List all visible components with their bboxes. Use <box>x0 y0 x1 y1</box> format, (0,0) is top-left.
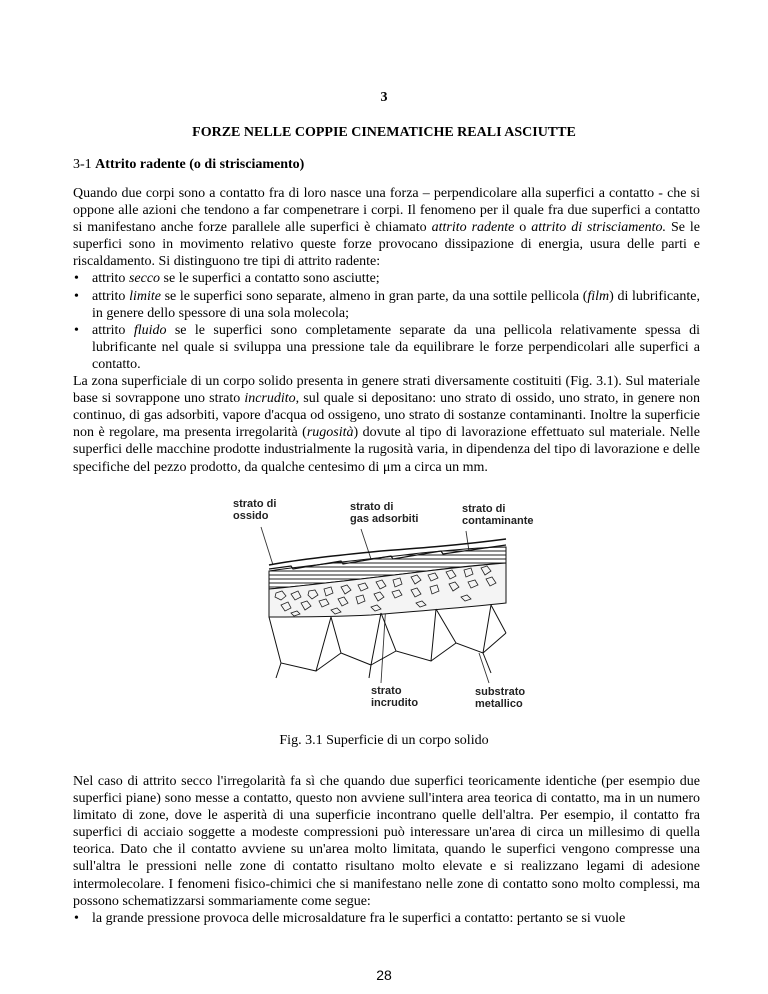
surface-diagram <box>221 493 541 723</box>
label-line: contaminante <box>462 515 534 527</box>
intro-term-radente: attrito radente <box>431 220 515 236</box>
list-item <box>73 322 700 373</box>
list-item-text: attrito <box>92 288 130 304</box>
surface-text: , sul quale si depositano: uno strato di ossido, uno strato, in genere non continuo, di gas adsorbiti, vapore d'acqua od ossigeno, uno strato di sostanze contaminanti. Inoltre la superficie non è regolare, ma presenta irregolarità ( <box>73 391 700 441</box>
page-number: 28 <box>376 967 392 983</box>
list-item-text: se le superfici sono separate, almeno in gran parte, da una sottile pellicola ( <box>160 288 588 304</box>
dry-friction-paragraph: Nel caso di attrito secco l'irregolarità fa sì che quando due superfici teoricamente identiche (per esempio due superfici piane) sono messe a contatto, questo non avviene sull'intera area teorica di contatto, ma in un numero limitato di zone, dove le asperità di una superficie incontrano quelle dell'altra. Per esempio, il contatto fra superfici di acciaio soggette a modeste compressioni può interessare un'area di circa un millesimo di quella teorica. Dato che il contatto avviene su un'area molto limitata, quando le superfici vengono compresse una sull'altra le pressioni nelle zone di contatto risultano molto elevate e si realizzano legami di adesione intermolecolare. I fenomeni fisico-chimici che si manifestano nelle zone di contatto sono molto complessi, ma possono schematizzarsi sommariamente come segue: <box>73 774 700 909</box>
section-title: Attrito radente (o di strisciamento) <box>95 157 305 172</box>
surface-paragraph <box>73 373 700 476</box>
label-line: gas adsorbiti <box>350 513 419 525</box>
label-line: metallico <box>475 698 523 710</box>
list-item-text: se le superfici sono completamente separate da una pellicola relativamente spessa di lubrificante nel quale si sviluppa una pressione tale da equilibrare le forze perpendicolari alle superfici a contatto. <box>92 322 700 372</box>
list-item <box>73 270 700 287</box>
phenomena-list <box>73 910 700 927</box>
label-line: strato di <box>462 503 506 515</box>
section-number: 3-1 <box>73 157 92 172</box>
chapter-title: FORZE NELLE COPPIE CINEMATICHE REALI ASCIUTTE <box>192 125 576 140</box>
list-item-term: fluido <box>133 322 167 338</box>
intro-term-strisciamento: attrito di strisciamento. <box>531 220 666 236</box>
figure-caption: Fig. 3.1 Superficie di un corpo solido <box>279 733 489 748</box>
intro-paragraph <box>73 185 700 270</box>
friction-types-list <box>73 270 700 373</box>
surface-text: ) dovute al tipo di lavorazione effettuato sul materiale. Nelle superfici delle macchine prodotte industrialmente la rugosità varia, in dipendenza del tipo di lavorazione e delle specifiche del pezzo prodotto, da qualche centesimo di μm a circa un mm. <box>73 425 700 475</box>
label-line: strato di <box>350 501 394 513</box>
section-heading <box>73 157 304 173</box>
label-line: incrudito <box>371 697 419 709</box>
label-line: substrato <box>475 686 526 698</box>
list-item: • la grande pressione provoca delle microsaldature fra le superfici a contatto: pertanto se si vuole <box>73 910 700 927</box>
label-line: ossido <box>233 510 269 522</box>
list-item-text: attrito <box>92 271 129 287</box>
surface-term-incrudito: incrudito <box>244 391 296 407</box>
intro-text: Se le superfici sono in movimento relativo queste forze provocano dissipazione di energia, usura delle parti e riscaldamento. Si distinguono tre tipi di attrito radente: <box>73 220 701 270</box>
list-item-text: ) di lubrificante, in genere dello spessore di una sola molecola; <box>92 288 701 321</box>
intro-text-block <box>73 185 700 476</box>
list-item-text: attrito <box>92 322 134 338</box>
list-item-text: se le superfici a contatto sono asciutte; <box>160 271 380 287</box>
chapter-number: 3 <box>380 90 388 105</box>
label-line: strato <box>371 685 402 697</box>
surface-term-rugosita: rugosità <box>306 425 354 441</box>
list-item-term: secco <box>128 271 161 287</box>
surface-layers-figure <box>221 493 541 723</box>
list-item-term: limite <box>129 288 161 304</box>
label-line: strato di <box>233 498 277 510</box>
surface-text: La zona superficiale di un corpo solido presenta in genere strati diversamente costituiti (Fig. 3.1). Sul materiale base si sovrappone uno strato <box>73 374 700 407</box>
intro-text: Quando due corpi sono a contatto fra di loro nasce una forza – perpendicolare alla superfici a contatto - che si oppone alle azioni che tendono a far compenetrare i corpi. Il fenomeno per il quale fra due superfici a contatto si manifestano anche forze parallele alle superfici è chiamato <box>73 186 700 236</box>
intro-text: o <box>514 220 532 236</box>
list-item <box>73 288 700 322</box>
list-item-term: film <box>587 288 610 304</box>
dry-friction-text-block <box>73 773 700 927</box>
